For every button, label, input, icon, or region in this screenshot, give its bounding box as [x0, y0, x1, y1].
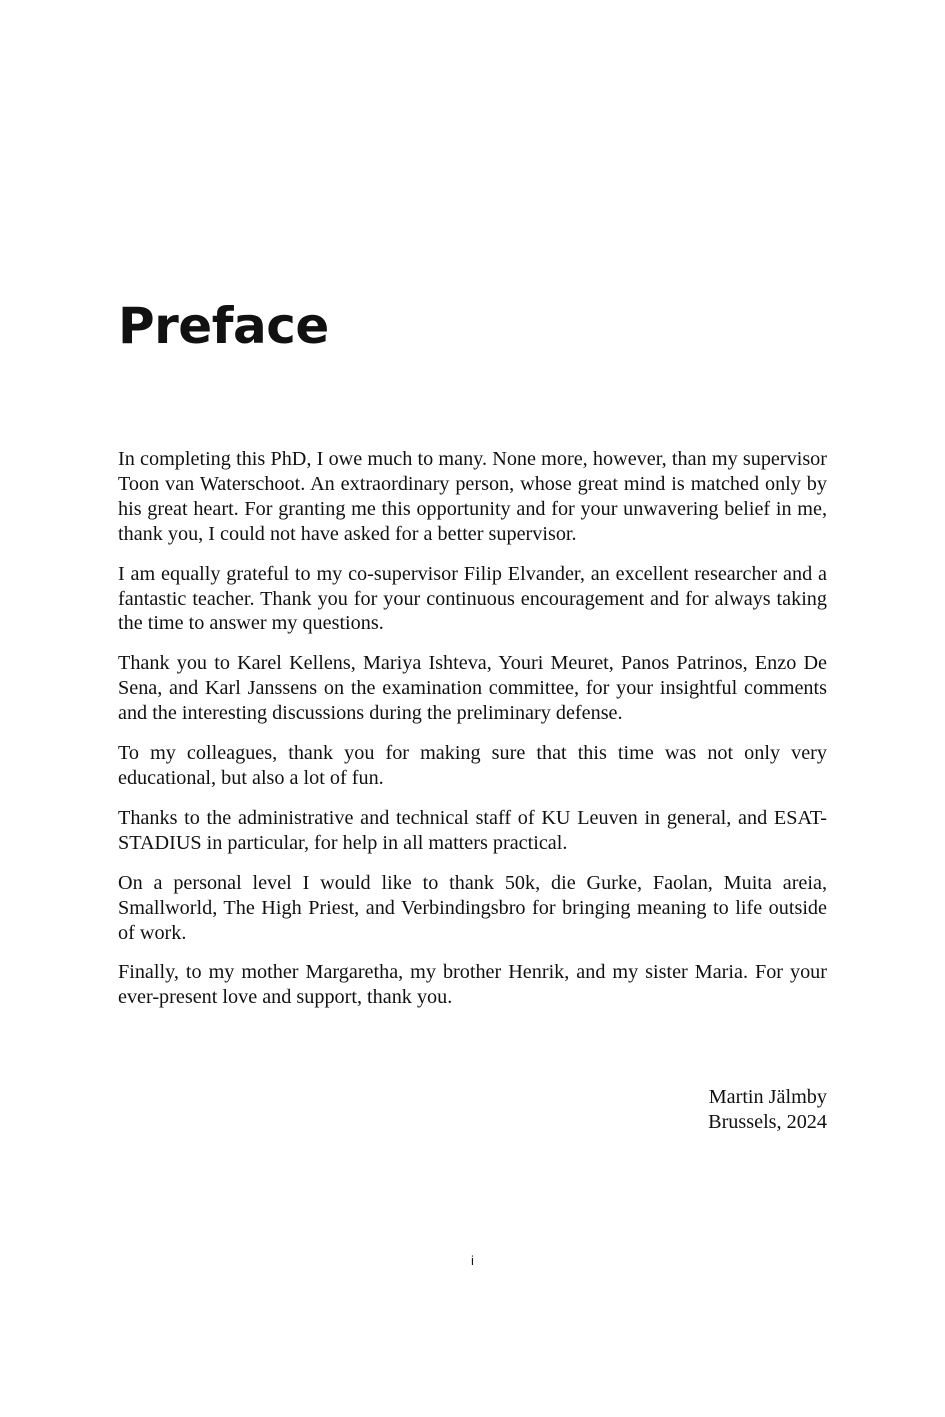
- preface-body: [118, 447, 827, 1025]
- signature-block: [708, 1085, 827, 1135]
- paragraph-colleagues: To my colleagues, thank you for making sure that this time was not only very educational, but also a lot of fun.: [118, 742, 827, 789]
- paragraph-co-supervisor: I am equally grateful to my co-supervisor Filip Elvander, an excellent researcher and a fantastic teacher. Thank you for your continuous encouragement and for always taking the time to answer my questions.: [118, 562, 827, 635]
- paragraph-personal: On a personal level I would like to thank 50k, die Gurke, Faolan, Muita areia, Smallworld, The High Priest, and Verbindingsbro for bringing meaning to life outside of work.: [118, 871, 827, 944]
- paragraph-supervisor: In completing this PhD, I owe much to many. None more, however, than my supervisor Toon van Waterschoot. An extraordinary person, whose great mind is matched only by his great heart. For granting me this opportunity and for your unwavering belief in me, thank you, I could not have asked for a better supervisor.: [118, 448, 827, 545]
- page-number: i: [471, 1253, 474, 1268]
- paragraph-family: Finally, to my mother Margaretha, my brother Henrik, and my sister Maria. For your ever-present love and support, thank you.: [118, 961, 827, 1009]
- paragraph-staff: Thanks to the administrative and technical staff of KU Leuven in general, and ESAT-STADIUS in particular, for help in all matters practical.: [118, 806, 827, 854]
- author-name: Martin Jälmby: [708, 1086, 827, 1108]
- paragraph-committee: Thank you to Karel Kellens, Mariya Ishteva, Youri Meuret, Panos Patrinos, Enzo De Sena, and Karl Janssens on the examination committee, for your insightful comments and the interesting discussions during the preliminary defense.: [118, 652, 827, 725]
- page-title: Preface: [118, 297, 329, 355]
- place-date: Brussels, 2024: [708, 1111, 827, 1133]
